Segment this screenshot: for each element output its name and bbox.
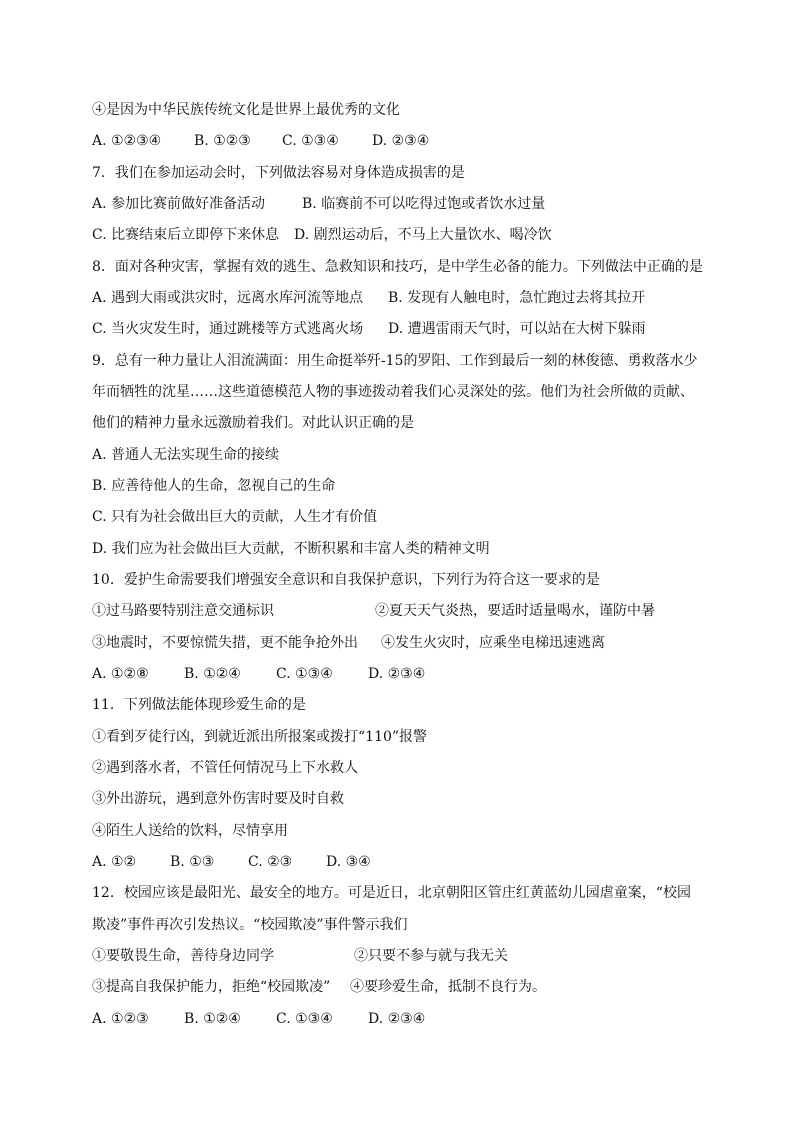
q6-statement-4: ④是因为中华民族传统文化是世界上最优秀的文化 bbox=[92, 102, 400, 118]
q6-option-c: C. ①③④ bbox=[282, 133, 339, 149]
q11-option-d: D. ③④ bbox=[326, 854, 371, 870]
q10-statements-12 bbox=[92, 602, 655, 620]
q10-statements-34 bbox=[92, 634, 605, 652]
q10-option-a: A. ①②⑧ bbox=[92, 666, 149, 682]
q11-option-b: B. ①③ bbox=[170, 854, 215, 870]
q8-option-b: B. 发现有人触电时，急忙跑过去将其拉开 bbox=[388, 290, 646, 306]
q11-option-c: C. ②③ bbox=[248, 854, 293, 870]
q10-stem: 10．爱护生命需要我们增强安全意识和自我保护意识，下列行为符合这一要求的是 bbox=[92, 572, 600, 588]
q12-stem-line-2: 欺凌”事件再次引发热议。“校园欺凌”事件警示我们 bbox=[92, 917, 408, 933]
q10-options bbox=[92, 665, 425, 683]
q6-option-b: B. ①②③ bbox=[194, 133, 251, 149]
q9-option-a: A. 普通人无法实现生命的接续 bbox=[92, 447, 280, 463]
q11-statement-2: ②遇到落水者，不管任何情况马上下水救人 bbox=[92, 760, 358, 776]
q9-option-b: B. 应善待他人的生命，忽视自己的生命 bbox=[92, 478, 336, 494]
q8-option-d: D. 遭遇雷雨天气时，可以站在大树下躲雨 bbox=[388, 321, 646, 337]
q12-statements-12 bbox=[92, 947, 508, 965]
q8-stem: 8．面对各种灾害，掌握有效的逃生、急救知识和技巧，是中学生必备的能力。下列做法中正确的是 bbox=[92, 259, 703, 275]
q12-statement-3: ③提高自我保护能力，拒绝“校园欺凌” bbox=[92, 979, 331, 995]
q8-option-a: A. 遇到大雨或洪灾时，远离水库河流等地点 bbox=[92, 290, 364, 306]
q7-option-d: D. 剧烈运动后，不马上大量饮水、喝冷饮 bbox=[294, 227, 552, 243]
q7-option-c: C. 比赛结束后立即停下来休息 bbox=[92, 227, 280, 243]
q12-option-d: D. ②③④ bbox=[368, 1011, 426, 1027]
q7-option-b: B. 临赛前不可以吃得过饱或者饮水过量 bbox=[302, 196, 546, 212]
q12-stem-line-1: 12．校园应该是最阳光、最安全的地方。可是近日，北京朝阳区管庄红黄蓝幼儿园虐童案，“校园 bbox=[92, 885, 691, 901]
q10-statement-1: ①过马路要特别注意交通标识 bbox=[92, 603, 274, 619]
q11-statement-1: ①看到歹徒行凶，到就近派出所报案或拨打“110”报警 bbox=[92, 729, 428, 745]
q9-option-c: C. 只有为社会做出巨大的贡献，人生才有价值 bbox=[92, 509, 378, 525]
q8-options-ab bbox=[92, 289, 645, 307]
q8-option-c: C. 当火灾发生时，通过跳楼等方式逃离火场 bbox=[92, 321, 364, 337]
q11-stem: 11．下列做法能体现珍爱生命的是 bbox=[92, 697, 306, 713]
q11-options bbox=[92, 853, 371, 871]
q12-options bbox=[92, 1010, 425, 1028]
q10-option-d: D. ②③④ bbox=[368, 666, 426, 682]
q11-statement-4: ④陌生人送给的饮料，尽情享用 bbox=[92, 823, 288, 839]
q9-stem-line-3: 他们的精神力量永远激励着我们。对此认识正确的是 bbox=[92, 415, 414, 431]
q12-statement-1: ①要敬畏生命，善待身边同学 bbox=[92, 948, 274, 964]
q10-option-c: C. ①③④ bbox=[276, 666, 333, 682]
q12-statements-34 bbox=[92, 978, 546, 996]
q7-options-cd bbox=[92, 226, 552, 244]
q6-option-d: D. ②③④ bbox=[372, 133, 430, 149]
q9-option-d: D. 我们应为社会做出巨大贡献，不断积累和丰富人类的精神文明 bbox=[92, 541, 490, 557]
q7-option-a: A. 参加比赛前做好准备活动 bbox=[92, 196, 266, 212]
q9-stem-line-2: 年而牺牲的沈星……这些道德模范人物的事迹拨动着我们心灵深处的弦。他们为社会所做的贡献、 bbox=[92, 384, 694, 400]
q9-stem-line-1: 9．总有一种力量让人泪流满面：用生命挺举歼-15的罗阳、工作到最后一刻的林俊德、勇救落水少 bbox=[92, 353, 698, 369]
q6-option-a: A. ①②③④ bbox=[92, 133, 162, 149]
q7-options-ab bbox=[92, 195, 545, 213]
q12-option-a: A. ①②③ bbox=[92, 1011, 149, 1027]
q10-statement-3: ③地震时，不要惊慌失措，更不能争抢外出 bbox=[92, 635, 358, 651]
q10-option-b: B. ①②④ bbox=[184, 666, 241, 682]
q12-option-b: B. ①②④ bbox=[184, 1011, 241, 1027]
q7-stem: 7．我们在参加运动会时，下列做法容易对身体造成损害的是 bbox=[92, 165, 465, 181]
q12-statement-2: ②只要不参与就与我无关 bbox=[354, 948, 508, 964]
q8-options-cd bbox=[92, 320, 646, 338]
q12-statement-4: ④要珍爱生命，抵制不良行为。 bbox=[350, 979, 546, 995]
q12-option-c: C. ①③④ bbox=[276, 1011, 333, 1027]
q11-statement-3: ③外出游玩，遇到意外伤害时要及时自救 bbox=[92, 791, 344, 807]
q10-statement-4: ④发生火灾时，应乘坐电梯迅速逃离 bbox=[381, 635, 605, 651]
q11-option-a: A. ①② bbox=[92, 854, 137, 870]
q10-statement-2: ②夏天天气炎热，要适时适量喝水，谨防中暑 bbox=[375, 603, 655, 619]
q6-options bbox=[92, 132, 429, 150]
